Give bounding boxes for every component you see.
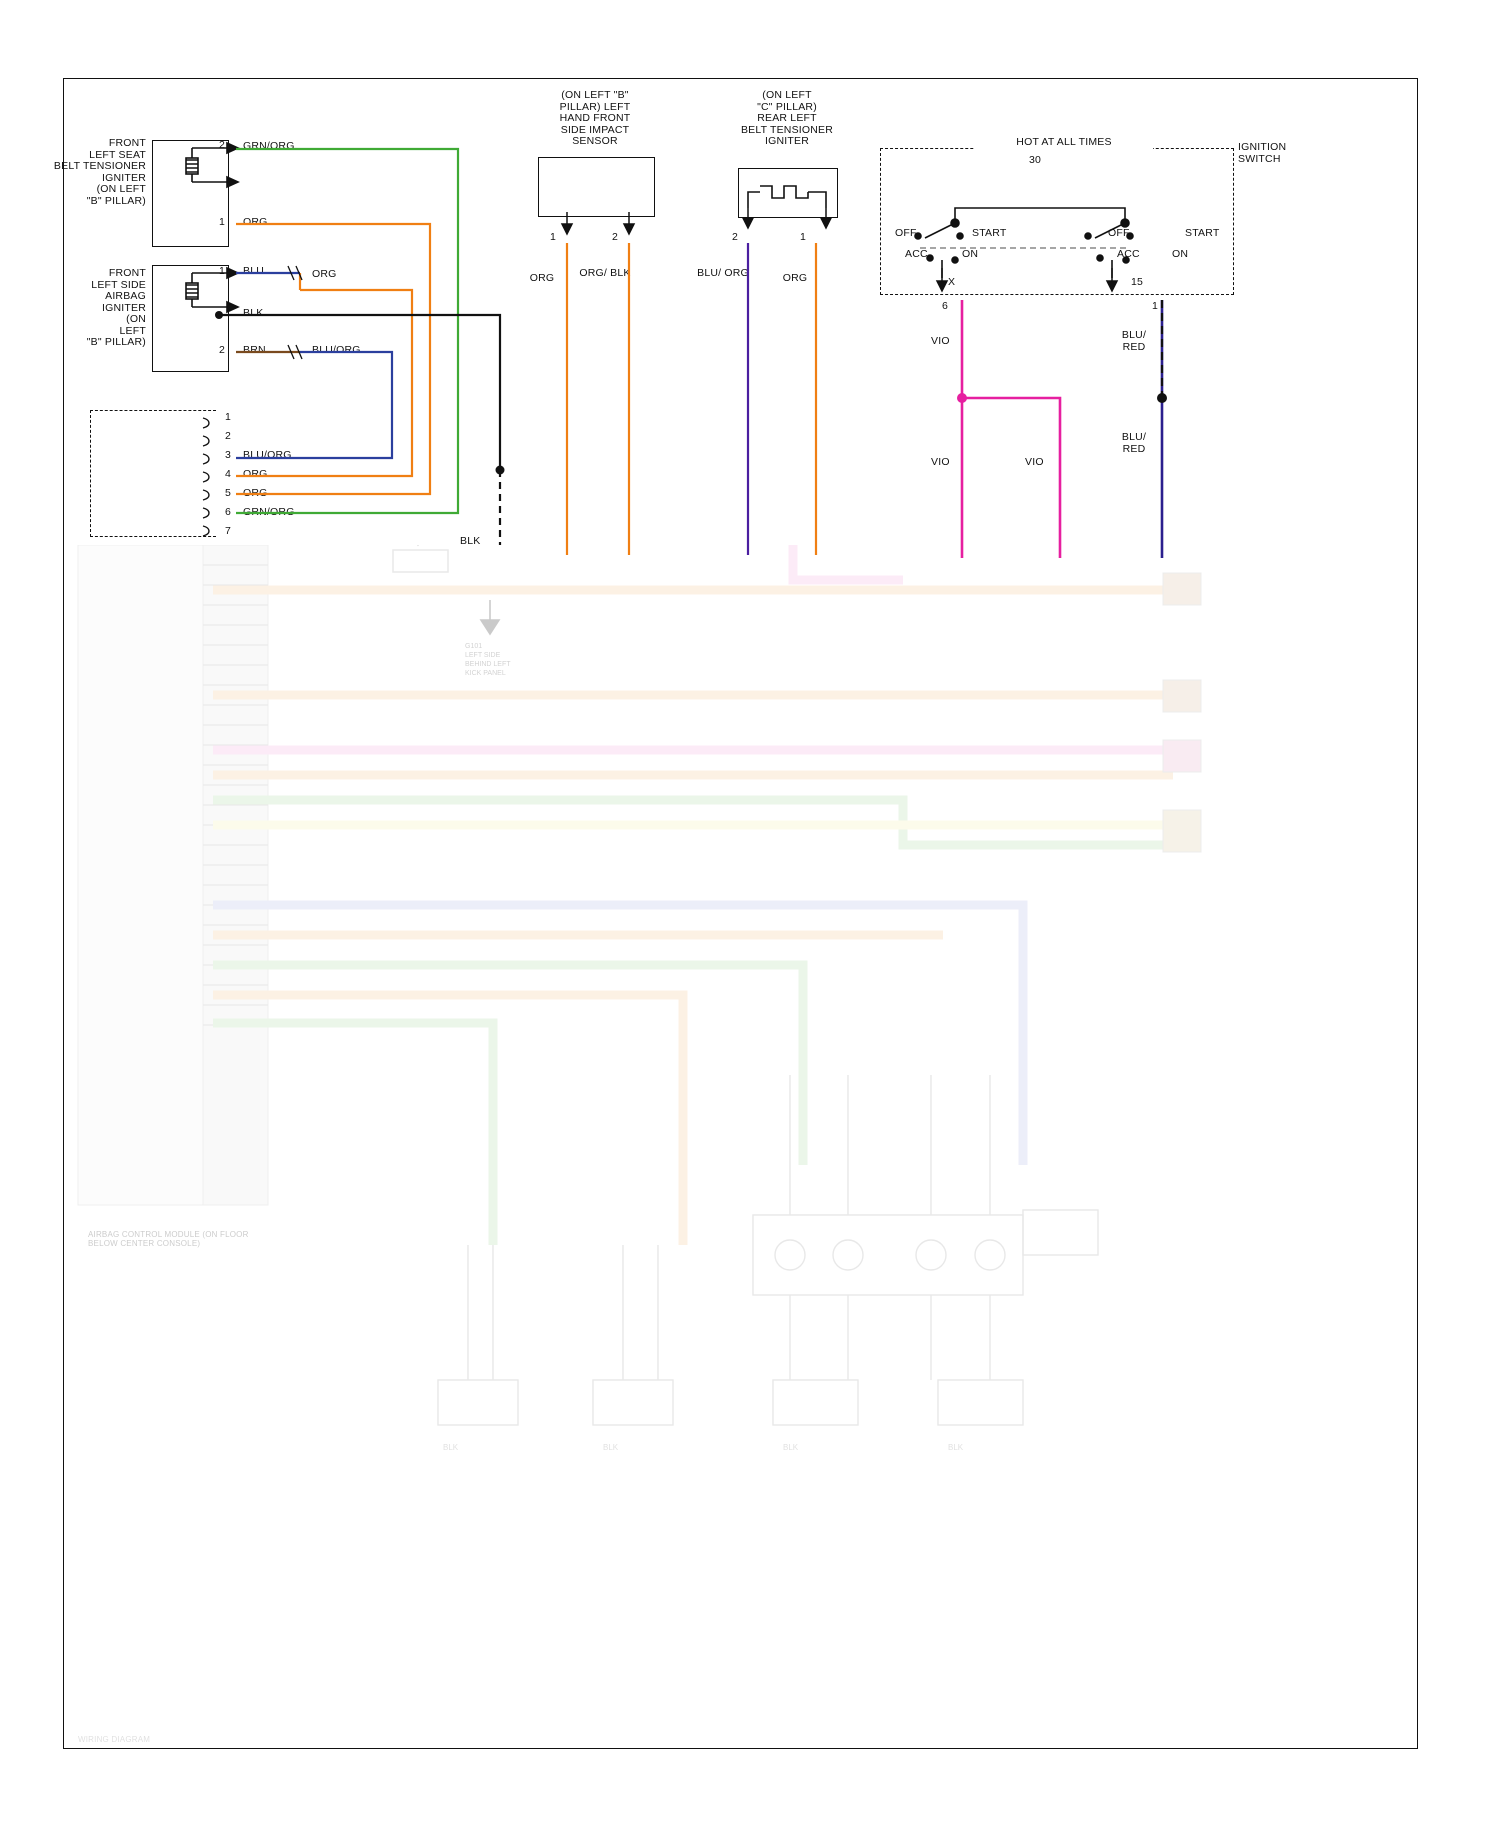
ign-pos-off-left: OFF <box>895 227 917 239</box>
ign-pos-acc-left: ACC <box>905 248 928 260</box>
lower-diagram-region <box>63 545 1416 1755</box>
sai-pin-2-wire: BRN <box>243 344 266 356</box>
sis-line-3: HAND FRONT <box>559 112 631 124</box>
svg-text:BEHIND LEFT: BEHIND LEFT <box>465 661 511 668</box>
sai-line-5: (ON <box>126 313 146 325</box>
rbt-line-4: BELT TENSIONER <box>740 123 834 136</box>
rbt-line-1: (ON LEFT <box>762 89 812 101</box>
wire-runs-top <box>0 0 1500 620</box>
sai-pin-2-number: 2 <box>219 344 226 356</box>
rbt-line-5: IGNITER <box>765 135 809 147</box>
hot-at-all-times-label: HOT AT ALL TIMES <box>975 137 1153 149</box>
ign-sw-line-2: SWITCH <box>1238 152 1281 165</box>
sbt-line-4: IGNITER <box>102 171 146 184</box>
ign-pos-start-right: START <box>1185 227 1220 239</box>
sbt-line-3: BELT TENSIONER <box>53 160 146 172</box>
sai-line-3: AIRBAG <box>105 290 146 302</box>
ign-pos-off-right: OFF <box>1108 227 1130 239</box>
sbt-line-2: LEFT SEAT <box>89 148 146 161</box>
sbt-line-6: "B" PILLAR) <box>86 194 146 207</box>
sai-blk-wire: BLK <box>243 307 264 319</box>
ground-symbol-g101 <box>455 600 565 680</box>
conn-row-5-wire: ORG <box>243 487 268 499</box>
ign-out-left-wire: VIO <box>931 335 950 347</box>
sai-branch-bluorg: BLU/ORG <box>312 344 361 356</box>
conn-row-1-number: 1 <box>225 411 232 423</box>
ign-pos-start-left: START <box>972 227 1007 239</box>
svg-text:G101: G101 <box>465 643 483 650</box>
conn-row-7-number: 7 <box>225 525 232 537</box>
sbt-pin-1-number: 1 <box>219 216 226 228</box>
airbag-control-module-note-text: AIRBAG CONTROL MODULE (ON FLOOR BELOW CENTER CONSOLE) <box>88 1230 249 1248</box>
ground-wire-label: BLK <box>460 535 481 547</box>
conn-row-3-number: 3 <box>225 449 232 461</box>
sis-pin-1-wire: ORG <box>529 272 555 284</box>
sai-line-1: FRONT <box>108 267 146 279</box>
rbt-pin-2-number: 2 <box>732 231 739 243</box>
ign-terminal-15: 15 <box>1131 276 1144 288</box>
svg-text:BLK: BLK <box>603 1443 619 1452</box>
rbt-pin-1-number: 1 <box>800 231 807 243</box>
sis-line-5: SENSOR <box>572 135 618 147</box>
ign-out-left-pin: 6 <box>942 300 949 312</box>
svg-text:BLK: BLK <box>948 1443 964 1452</box>
sbt-pin-1-wire: ORG <box>243 216 268 228</box>
sis-line-4: SIDE IMPACT <box>560 123 630 136</box>
sai-pin-1-number: 1 <box>219 265 226 277</box>
conn-row-3-wire: BLU/ORG <box>243 449 292 461</box>
ign-out-right-pin: 1 <box>1152 300 1159 312</box>
conn-row-6-number: 6 <box>225 506 232 518</box>
sbt-line-1: FRONT <box>108 137 146 149</box>
svg-text:BLK: BLK <box>783 1443 799 1452</box>
diagram-footer-note: WIRING DIAGRAM <box>78 1735 151 1744</box>
ign-out-right-wire-text: BLU/ RED <box>1121 329 1147 353</box>
sai-line-2: LEFT SIDE <box>91 278 146 291</box>
ign-out-left-wire3: VIO <box>1025 456 1044 468</box>
sis-line-1: (ON LEFT "B" <box>561 89 629 101</box>
rbt-pin-1-wire: ORG <box>782 272 808 284</box>
ign-pos-acc-right: ACC <box>1117 248 1140 260</box>
conn-row-5-number: 5 <box>225 487 232 499</box>
svg-text:LEFT SIDE: LEFT SIDE <box>465 652 501 659</box>
conn-row-6-wire: GRN/ORG <box>243 506 295 518</box>
sai-pin-1-wire: BLU <box>243 265 265 277</box>
sis-pin-2-number: 2 <box>612 231 619 243</box>
svg-text:KICK PANEL: KICK PANEL <box>465 670 506 677</box>
sbt-pin-2-wire: GRN/ORG <box>243 140 295 152</box>
rbt-line-3: REAR LEFT <box>757 112 817 124</box>
ign-pos-on-right: ON <box>1172 248 1189 260</box>
ign-out-right-wire2-text: BLU/ RED <box>1121 431 1147 455</box>
ign-sw-line-1: IGNITION <box>1238 141 1287 153</box>
conn-row-4-wire: ORG <box>243 468 268 480</box>
ign-pos-on-left: ON <box>962 248 979 260</box>
rbt-line-2: "C" PILLAR) <box>757 100 817 113</box>
sai-line-4: IGNITER <box>102 301 146 314</box>
sis-pin-1-number: 1 <box>550 231 557 243</box>
airbag-control-module-note <box>88 1230 258 1248</box>
ign-terminal-x: X <box>948 276 956 288</box>
ignition-terminal-30: 30 <box>1028 154 1042 166</box>
sai-line-7: "B" PILLAR) <box>86 336 146 348</box>
sis-line-2: PILLAR) LEFT <box>559 100 631 113</box>
svg-text:BLK: BLK <box>443 1443 459 1452</box>
sbt-pin-2-number: 2 <box>219 139 226 151</box>
sis-pin-2-wire-text: ORG/ BLK <box>579 267 631 279</box>
sai-line-6: LEFT <box>119 324 146 337</box>
conn-row-4-number: 4 <box>225 468 232 480</box>
ign-out-left-wire2: VIO <box>931 456 950 468</box>
rbt-pin-2-wire-text: BLU/ ORG <box>697 267 749 279</box>
sbt-line-5: (ON LEFT <box>96 183 146 195</box>
sai-branch-org: ORG <box>312 268 337 280</box>
conn-row-2-number: 2 <box>225 430 232 442</box>
